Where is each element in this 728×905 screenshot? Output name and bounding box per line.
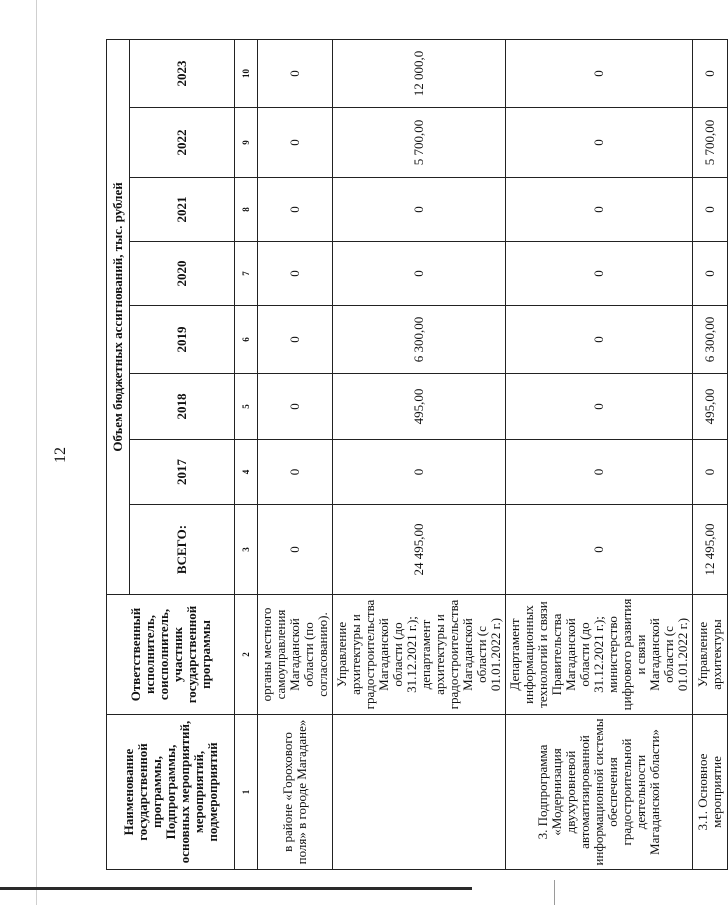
column-number: 9: [235, 108, 258, 178]
row-name: 3.1. Основное мероприятие: [693, 715, 728, 870]
row-value: 0: [506, 108, 693, 178]
row-value: 0: [258, 306, 333, 374]
row-name: 3. Подпрограмма «Модернизация двухуровневой автоматизированной информационной системы обеспечения градостроительной деятельности Магаданской области»: [506, 715, 693, 870]
header-year: 2022: [130, 108, 235, 178]
header-total: ВСЕГО:: [130, 505, 235, 595]
row-executor: Управление архитектуры и градостроительства Магаданской области (до 31.12.2021 г.); департамент архитектуры и градостроительства Магаданской области (с 01.01.2022 г.): [333, 595, 506, 715]
table-row: [693, 39, 728, 869]
column-number: 6: [235, 306, 258, 374]
header-year: 2023: [130, 39, 235, 107]
scan-edge-line: [36, 0, 37, 905]
row-value: 12 000,0: [333, 39, 506, 107]
header-year: 2019: [130, 306, 235, 374]
row-value: 0: [258, 39, 333, 107]
row-value: 0: [506, 39, 693, 107]
row-value: 0: [258, 242, 333, 306]
header-executor: Ответственный исполнитель, соисполнитель, участник государственной программы: [107, 595, 235, 715]
row-value-total: 24 495,00: [333, 505, 506, 595]
header-name: Наименование государственной программы, Подпрограммы, основных мероприятий, мероприятий, подмероприятий: [107, 715, 235, 870]
row-value: 495,00: [693, 374, 728, 440]
row-value: 0: [506, 440, 693, 505]
row-value: 0: [693, 39, 728, 107]
row-value: 5 700,00: [333, 108, 506, 178]
column-number: 4: [235, 440, 258, 505]
row-value-total: 12 495,00: [693, 505, 728, 595]
column-number: 1: [235, 715, 258, 870]
table-row: [333, 39, 506, 869]
header-year: 2020: [130, 242, 235, 306]
column-number-row: [235, 39, 258, 869]
row-value: 0: [333, 178, 506, 242]
header-row-1: [107, 39, 130, 869]
row-value: 6 300,00: [333, 306, 506, 374]
header-year: 2018: [130, 374, 235, 440]
row-value: 0: [506, 306, 693, 374]
column-number: 7: [235, 242, 258, 306]
row-value: 5 700,00: [693, 108, 728, 178]
table-row: [258, 39, 333, 869]
header-budget-group: Объем бюджетных ассигнований, тыс. рублей: [107, 39, 130, 594]
table-row: [506, 39, 693, 869]
row-value: 0: [693, 440, 728, 505]
row-value: 0: [693, 242, 728, 306]
row-value-total: 0: [506, 505, 693, 595]
row-value: 0: [333, 242, 506, 306]
row-name: [333, 715, 506, 870]
column-number: 3: [235, 505, 258, 595]
column-number: 5: [235, 374, 258, 440]
row-name: в районе «Горохового поля» в городе Магадане»: [258, 715, 333, 870]
row-value: 0: [333, 440, 506, 505]
rotated-page: [52, 40, 724, 870]
row-executor: органы местного самоуправления Магаданской области (по согласованию).: [258, 595, 333, 715]
column-number: 2: [235, 595, 258, 715]
margin-line: [554, 880, 555, 905]
row-value: 495,00: [333, 374, 506, 440]
budget-table: [106, 39, 728, 870]
row-value: 0: [258, 178, 333, 242]
column-number: 10: [235, 39, 258, 107]
row-value: 0: [258, 440, 333, 505]
row-executor: Управление архитектуры: [693, 595, 728, 715]
row-value: 0: [693, 178, 728, 242]
row-value: 6 300,00: [693, 306, 728, 374]
scan-bottom-border: [0, 887, 472, 890]
column-number: 8: [235, 178, 258, 242]
row-value: 0: [258, 374, 333, 440]
row-value-total: 0: [258, 505, 333, 595]
row-executor: Департамент информационных технологий и связи Правительства Магаданской области (до 31.12.2021 г.); министерство цифрового развития и связи Магаданской области (с 01.01.2022 г.): [506, 595, 693, 715]
row-value: 0: [258, 108, 333, 178]
row-value: 0: [506, 374, 693, 440]
page-number: 12: [52, 447, 69, 463]
row-value: 0: [506, 178, 693, 242]
row-value: 0: [506, 242, 693, 306]
header-year: 2017: [130, 440, 235, 505]
header-year: 2021: [130, 178, 235, 242]
